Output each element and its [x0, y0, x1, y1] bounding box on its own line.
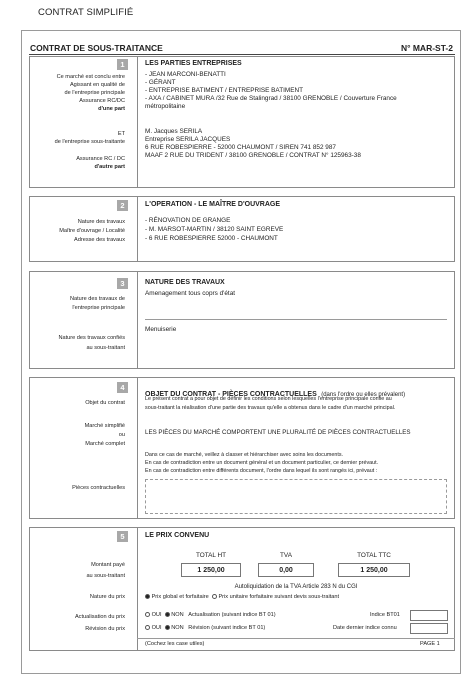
value-travaux-principale: Amenagement tous coprs d'état	[145, 290, 236, 297]
section-divider	[137, 527, 138, 651]
section-number: 1	[117, 59, 128, 70]
section-title: OBJET DU CONTRAT - PIÈCES CONTRACTUELLES	[145, 391, 317, 398]
total-ht-field[interactable]: 1 250,00	[181, 563, 241, 577]
section-title: L'OPERATION - LE MAÎTRE D'OUVRAGE	[145, 201, 281, 208]
value-representant: - JEAN MARCONI-BENATTI	[145, 71, 226, 78]
label-et: ET	[117, 131, 125, 137]
section-title: LES PARTIES ENTREPRISES	[145, 60, 242, 67]
label-qualite: Agissant en qualité de	[69, 82, 125, 88]
value-nature-travaux: - RÉNOVATION DE GRANGE	[145, 217, 231, 224]
label-montant-paye: Montant payé	[91, 562, 125, 568]
value-adresse-travaux: - 6 RUE ROBESPIERRE 52000 - CHAUMONT	[145, 235, 278, 242]
section-number: 5	[117, 531, 128, 542]
label-marche-simplifie: Marché simplifié	[84, 423, 125, 429]
value-assurance-cont: métropolitaine	[145, 103, 186, 110]
header-divider	[29, 54, 455, 55]
text-contradiction-1: En cas de contradiction entre un document général et un document particulier, ce dernier prévaut.	[145, 460, 379, 466]
option-oui: OUI	[151, 625, 162, 631]
page-number: PAGE 1	[420, 641, 440, 647]
revision-options	[145, 625, 265, 631]
label-travaux-confies: Nature des travaux confiés	[58, 335, 125, 341]
option-prix-unitaire: Prix unitaire forfaitaire suivant devis sous-traitant	[218, 594, 340, 600]
section-number: 4	[117, 382, 128, 393]
total-ttc-field[interactable]: 1 250,00	[338, 563, 410, 577]
label-assurance-principale: Assurance RC/DC	[79, 98, 125, 104]
radio-actualisation-oui[interactable]	[145, 612, 150, 617]
label-adresse-travaux: Adresse des travaux	[74, 237, 125, 243]
option-oui: OUI	[151, 612, 162, 618]
label-objet-contrat: Objet du contrat	[85, 400, 125, 406]
section-title: LE PRIX CONVENU	[145, 532, 210, 539]
radio-actualisation-non[interactable]	[165, 612, 170, 617]
label-conclu-entre: Ce marché est conclu entre	[56, 74, 125, 80]
actualisation-text: Actualisation (suivant indice BT 01)	[188, 612, 276, 618]
value-qualite: - GÉRANT	[145, 79, 176, 86]
actualisation-options	[145, 612, 276, 618]
value-sous-traitant-entreprise: Entreprise SERILA JACQUES	[145, 136, 231, 143]
radio-prix-global[interactable]	[145, 594, 150, 599]
value-travaux-confies: Menuiserie	[145, 326, 177, 333]
total-ht-label: TOTAL HT	[195, 552, 227, 559]
indice-bt01-label: Indice BT01	[370, 612, 400, 618]
label-autre-part: d'autre part	[94, 164, 125, 170]
section-divider	[137, 271, 138, 369]
label-ou: ou	[118, 432, 125, 438]
text-objet-1: Le présent contrat a pour objet de définir les conditions selon lesquelles l'entreprise principale confie au	[145, 396, 392, 402]
section-number: 3	[117, 278, 128, 289]
label-revision: Révision du prix	[85, 626, 125, 632]
autoliquidation-text: Autoliquidation de la TVA Article 283 N du CGI	[234, 584, 358, 590]
option-prix-global: Prix global et forfaitaire	[151, 594, 209, 600]
value-sous-traitant-adresse: 6 RUE ROBESPIERRE - 52000 CHAUMONT / SIREN 741 852 987	[145, 144, 336, 151]
label-pieces-contractuelles: Pièces contractuelles	[72, 485, 125, 491]
radio-prix-unitaire[interactable]	[212, 594, 217, 599]
text-classer: Dans ce cas de marché, veillez à classer et hiérarchiser avec soins les documents.	[145, 452, 344, 458]
value-entreprise: - ENTREPRISE BATIMENT / ENTREPRISE BATIMENT	[145, 87, 304, 94]
tva-label: TVA	[280, 552, 292, 559]
document-title: CONTRAT SIMPLIFIÉ	[38, 7, 134, 18]
option-non: NON	[171, 612, 184, 618]
label-nature-travaux: Nature des travaux	[77, 219, 125, 225]
section-title-suffix: (dans l'ordre ou elles prévalent)	[321, 392, 406, 398]
section-title: NATURE DES TRAVAUX	[145, 279, 225, 286]
label-nature-prix: Nature du prix	[89, 594, 125, 600]
indice-bt01-field[interactable]	[410, 610, 448, 621]
label-travaux-principale: Nature des travaux de	[69, 296, 125, 302]
radio-revision-non[interactable]	[165, 625, 170, 630]
label-actualisation: Actualisation du prix	[74, 614, 125, 620]
label-assurance-sous-traitant: Assurance RC / DC	[76, 156, 125, 162]
label-entreprise-principale: de l'entreprise principale	[64, 90, 125, 96]
label-marche-complet: Marché complet	[85, 441, 125, 447]
field-divider	[145, 319, 447, 320]
date-indice-label: Date dernier indice connu	[333, 625, 397, 631]
value-maitre-ouvrage: - M. MARSOT-MARTIN / 38120 SAINT EGREVE	[145, 226, 284, 233]
option-non: NON	[171, 625, 184, 631]
contract-header-title: CONTRAT DE SOUS-TRAITANCE	[30, 43, 163, 53]
section-divider	[137, 56, 138, 188]
value-assurance: - AXA / CABINET MURA /32 Rue de Stalingrad / 38100 GRENOBLE / Couverture France	[145, 95, 397, 102]
label-au-sous-traitant: au sous-traitant	[86, 573, 125, 579]
radio-revision-oui[interactable]	[145, 625, 150, 630]
value-sous-traitant-nom: M. Jacques SERILA	[145, 128, 203, 135]
revision-text: Révision (suivant indice BT 01)	[188, 625, 266, 631]
text-pluralite: LES PIÈCES DU MARCHÉ COMPORTENT UNE PLURALITÉ DE PIÈCES CONTRACTUELLES	[145, 429, 411, 436]
section-number: 2	[117, 200, 128, 211]
text-contradiction-2: En cas de contradiction entre différents document, l'ordre dans lequel ils sont rangés ici, prévaut :	[145, 468, 378, 474]
label-une-part: d'une part	[98, 106, 125, 112]
section-divider	[137, 377, 138, 519]
label-travaux-confies-2: au sous-traitant	[86, 345, 125, 351]
text-objet-2: sous-traitant la réalisation d'une partie des travaux qu'elle a obtenus dans le cadre d'un marché principal.	[145, 405, 396, 411]
total-ttc-label: TOTAL TTC	[357, 552, 391, 559]
contract-number: N° MAR-ST-2	[400, 43, 453, 53]
note-cochez: (Cochez les case utiles)	[145, 641, 205, 647]
pieces-contractuelles-field[interactable]	[145, 479, 447, 514]
label-sous-traitant: de l'entreprise sous-traitante	[54, 139, 125, 145]
nature-prix-options	[145, 594, 339, 600]
section-nature-travaux	[29, 271, 455, 369]
date-indice-field[interactable]	[410, 623, 448, 634]
section-divider	[137, 196, 138, 262]
note-divider	[137, 638, 455, 639]
value-sous-traitant-assurance: MAAF 2 RUE DU TRIDENT / 38100 GRENOBLE / CONTRAT N° 125963-38	[145, 152, 361, 159]
label-maitre-ouvrage: Maître d'ouvrage / Localité	[59, 228, 125, 234]
label-travaux-principale-2: l'entreprise principale	[72, 305, 125, 311]
tva-field[interactable]: 0,00	[258, 563, 314, 577]
